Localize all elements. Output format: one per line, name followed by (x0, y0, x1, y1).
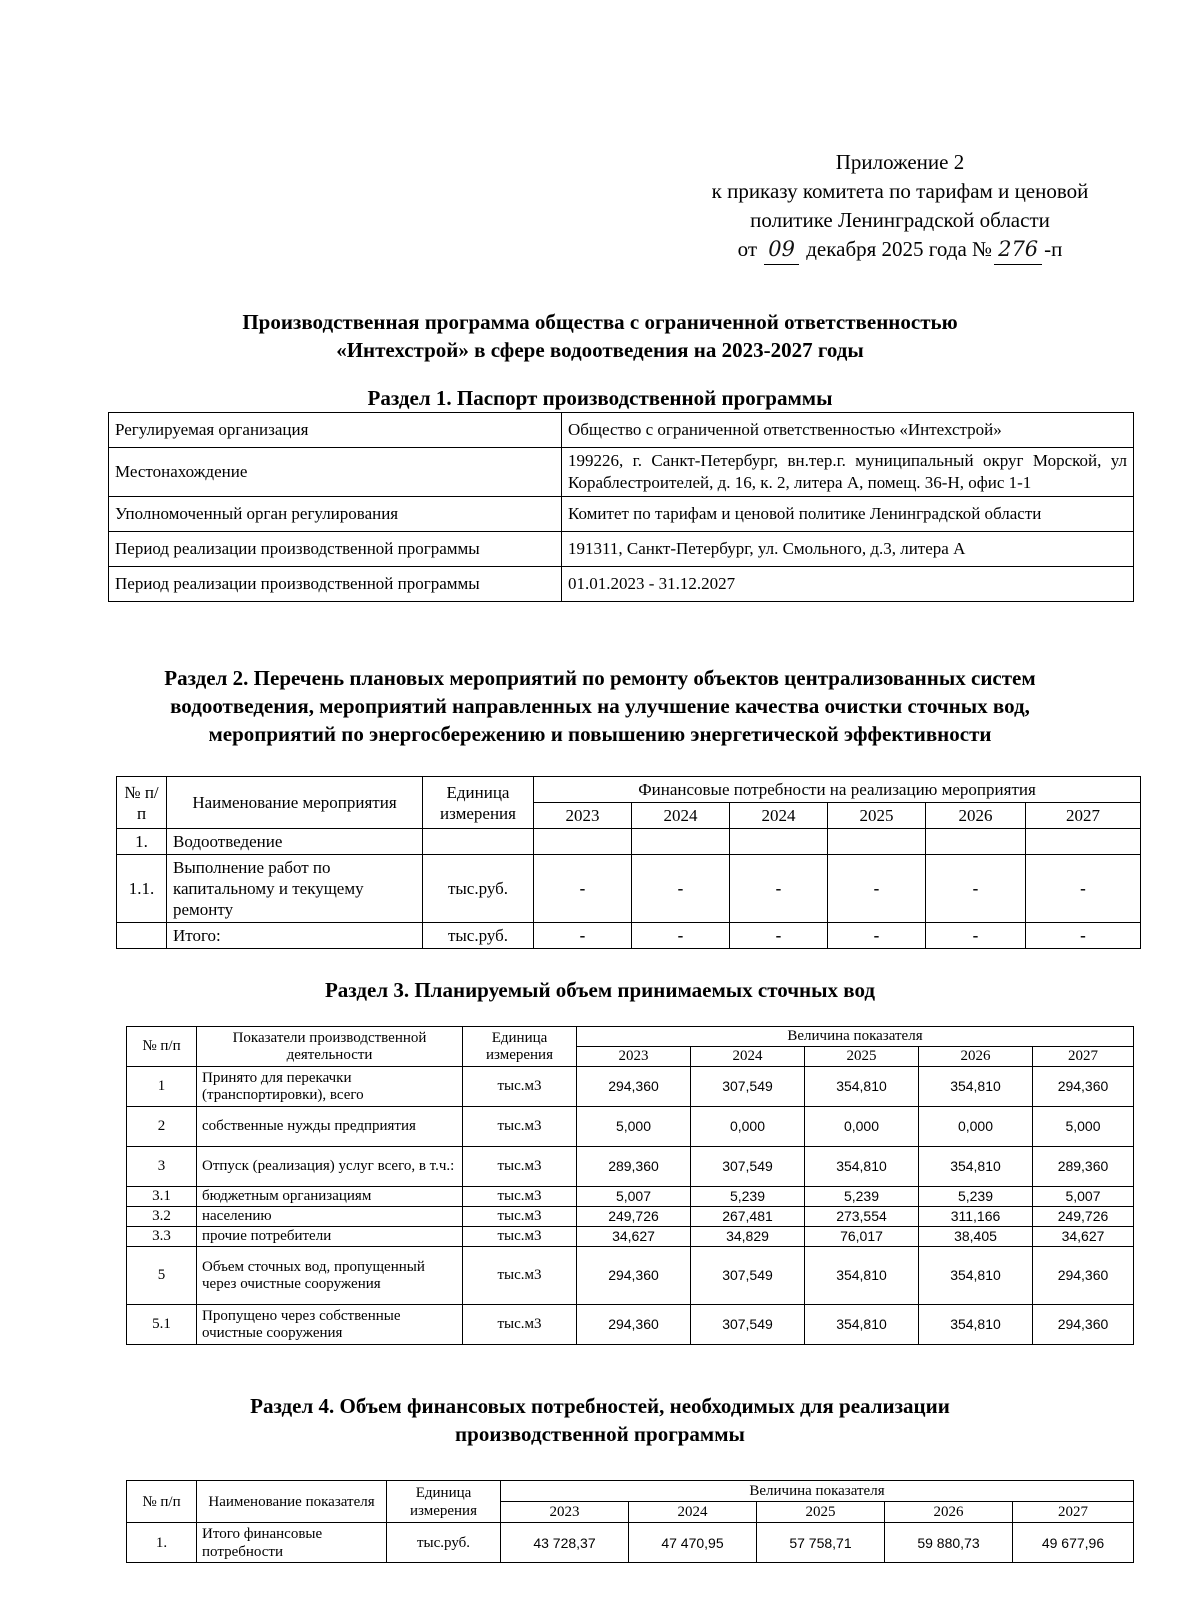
table-row (109, 413, 1134, 448)
row-value: - (926, 855, 1026, 923)
order-suffix: -п (1044, 237, 1063, 261)
row-value: - (828, 923, 926, 949)
table-row (117, 923, 1141, 949)
row-value: 57 758,71 (757, 1523, 885, 1563)
table-row (109, 448, 1134, 497)
row-value: 0,000 (919, 1107, 1033, 1147)
section1-heading: Раздел 1. Паспорт производственной программы (367, 386, 833, 410)
row-value: 273,554 (805, 1207, 919, 1227)
row-value (730, 829, 828, 855)
row-value: - (730, 923, 828, 949)
measures-table (116, 776, 1141, 949)
row-value: - (534, 923, 632, 949)
row-value: 0,000 (691, 1107, 805, 1147)
row-value: - (534, 855, 632, 923)
col-header-num: № п/п (127, 1027, 197, 1067)
row-num (117, 923, 167, 949)
row-value: 47 470,95 (629, 1523, 757, 1563)
row-unit: тыс.руб. (387, 1523, 501, 1563)
row-unit: тыс.руб. (423, 855, 534, 923)
row-value: 294,360 (577, 1067, 691, 1107)
appendix-label: Приложение 2 (835, 150, 965, 174)
row-name: Водоотведение (167, 829, 423, 855)
year-header: 2027 (1026, 803, 1141, 829)
passport-label: Период реализации производственной программы (109, 567, 562, 602)
table-row (127, 1107, 1134, 1147)
year-header: 2023 (534, 803, 632, 829)
row-name: Объем сточных вод, пропущенный через очистные сооружения (197, 1247, 463, 1305)
row-unit (423, 829, 534, 855)
table-row (127, 1187, 1134, 1207)
document-title (100, 308, 1100, 364)
row-name: бюджетным организациям (197, 1187, 463, 1207)
row-value: 354,810 (805, 1247, 919, 1305)
row-num: 5 (127, 1247, 197, 1305)
row-value: 354,810 (919, 1247, 1033, 1305)
row-value: 354,810 (919, 1067, 1033, 1107)
table-row (117, 829, 1141, 855)
year-header: 2023 (501, 1502, 629, 1523)
col-header-financial: Финансовые потребности на реализацию мероприятия (534, 777, 1141, 803)
table-header-row (117, 777, 1141, 803)
col-header-name: Наименование мероприятия (167, 777, 423, 829)
passport-label: Местонахождение (109, 448, 562, 497)
year-header: 2027 (1013, 1502, 1134, 1523)
row-name: Выполнение работ по капитальному и текущему ремонту (167, 855, 423, 923)
year-header: 2023 (577, 1047, 691, 1067)
year-header: 2024 (691, 1047, 805, 1067)
row-value: 307,549 (691, 1305, 805, 1345)
table-row (127, 1147, 1134, 1187)
row-value: 354,810 (805, 1305, 919, 1345)
row-unit: тыс.м3 (463, 1107, 577, 1147)
year-header: 2025 (757, 1502, 885, 1523)
row-value: 5,239 (691, 1187, 805, 1207)
row-value (926, 829, 1026, 855)
row-value (1026, 829, 1141, 855)
row-value: 354,810 (805, 1147, 919, 1187)
row-value: 76,017 (805, 1227, 919, 1247)
row-value: 49 677,96 (1013, 1523, 1134, 1563)
row-value: 294,360 (577, 1247, 691, 1305)
row-value: 5,007 (577, 1187, 691, 1207)
appendix-line-3: политике Ленинградской области (750, 208, 1050, 232)
col-header-num: № п/п (127, 1481, 197, 1523)
row-value: - (1026, 923, 1141, 949)
passport-value: 191311, Санкт-Петербург, ул. Смольного, д.3, литера А (562, 532, 1134, 567)
row-unit: тыс.м3 (463, 1247, 577, 1305)
row-value: 43 728,37 (501, 1523, 629, 1563)
col-header-value: Величина показателя (577, 1027, 1134, 1047)
passport-value: 199226, г. Санкт-Петербург, вн.тер.г. муниципальный округ Морской, ул Кораблестроителей, д. 16, к. 2, литера А, помещ. 36-Н, офис 1-1 (562, 448, 1134, 497)
table-header-row (127, 1027, 1134, 1047)
table-row (117, 855, 1141, 923)
order-date-line (640, 235, 1160, 265)
col-header-name: Наименование показателя (197, 1481, 387, 1523)
row-num: 1.1. (117, 855, 167, 923)
passport-value: 01.01.2023 - 31.12.2027 (562, 567, 1134, 602)
table-row (127, 1523, 1134, 1563)
row-value: 307,549 (691, 1147, 805, 1187)
handwritten-day: 09 (764, 235, 799, 265)
row-name: прочие потребители (197, 1227, 463, 1247)
table-row (127, 1227, 1134, 1247)
section2-heading (100, 664, 1100, 748)
section3-heading: Раздел 3. Планируемый объем принимаемых сточных вод (324, 978, 876, 1002)
row-value: 307,549 (691, 1067, 805, 1107)
row-value (828, 829, 926, 855)
handwritten-order-number: 276 (994, 235, 1042, 265)
table-row (127, 1067, 1134, 1107)
row-name: Итого: (167, 923, 423, 949)
row-value: 294,360 (577, 1305, 691, 1345)
row-value: 354,810 (919, 1305, 1033, 1345)
title-line-1: Производственная программа общества с ограниченной ответственностью (242, 310, 958, 334)
row-num: 3.1 (127, 1187, 197, 1207)
row-value: 294,360 (1033, 1247, 1134, 1305)
row-num: 1. (127, 1523, 197, 1563)
row-value: 5,239 (919, 1187, 1033, 1207)
section4-heading-line-2: производственной программы (455, 1422, 745, 1446)
col-header-num: № п/п (117, 777, 167, 829)
document-header (640, 148, 1160, 265)
passport-value: Общество с ограниченной ответственностью «Интехстрой» (562, 413, 1134, 448)
year-header: 2024 (632, 803, 730, 829)
row-value: 38,405 (919, 1227, 1033, 1247)
row-unit: тыс.м3 (463, 1147, 577, 1187)
row-value: 289,360 (577, 1147, 691, 1187)
col-header-unit: Единица измерения (463, 1027, 577, 1067)
year-header: 2024 (629, 1502, 757, 1523)
year-header: 2026 (919, 1047, 1033, 1067)
row-num: 3.2 (127, 1207, 197, 1227)
row-num: 3.3 (127, 1227, 197, 1247)
year-header: 2025 (805, 1047, 919, 1067)
row-value: - (730, 855, 828, 923)
row-name: населению (197, 1207, 463, 1227)
row-num: 2 (127, 1107, 197, 1147)
row-value: 307,549 (691, 1247, 805, 1305)
date-rest: декабря 2025 года № (806, 237, 993, 261)
passport-table (108, 412, 1134, 602)
col-header-name: Показатели производственной деятельности (197, 1027, 463, 1067)
row-value: - (926, 923, 1026, 949)
row-unit: тыс.руб. (423, 923, 534, 949)
year-header: 2027 (1033, 1047, 1134, 1067)
row-unit: тыс.м3 (463, 1305, 577, 1345)
table-row (109, 532, 1134, 567)
section2-heading-line-2: водоотведения, мероприятий направленных на улучшение качества очистки сточных вод, (170, 694, 1030, 718)
row-value: 34,627 (577, 1227, 691, 1247)
row-value: 289,360 (1033, 1147, 1134, 1187)
col-header-unit: Единица измерения (387, 1481, 501, 1523)
row-unit: тыс.м3 (463, 1187, 577, 1207)
row-value: 294,360 (1033, 1305, 1134, 1345)
col-header-unit: Единица измерения (423, 777, 534, 829)
row-value: 0,000 (805, 1107, 919, 1147)
row-value: 354,810 (805, 1067, 919, 1107)
row-value: - (632, 855, 730, 923)
row-value: 311,166 (919, 1207, 1033, 1227)
row-num: 1 (127, 1067, 197, 1107)
passport-value: Комитет по тарифам и ценовой политике Ленинградской области (562, 497, 1134, 532)
date-prefix: от (737, 237, 757, 261)
table-row (127, 1247, 1134, 1305)
row-value: - (632, 923, 730, 949)
row-value: 354,810 (919, 1147, 1033, 1187)
title-line-2: «Интехстрой» в сфере водоотведения на 2023-2027 годы (336, 338, 864, 362)
row-value: - (1026, 855, 1141, 923)
row-unit: тыс.м3 (463, 1207, 577, 1227)
row-value: 34,627 (1033, 1227, 1134, 1247)
table-header-row (127, 1481, 1134, 1502)
row-value: - (828, 855, 926, 923)
section2-heading-line-1: Раздел 2. Перечень плановых мероприятий по ремонту объектов централизованных систем (164, 666, 1036, 690)
table-row (109, 567, 1134, 602)
row-name: Отпуск (реализация) услуг всего, в т.ч.: (197, 1147, 463, 1187)
row-value: 5,000 (577, 1107, 691, 1147)
row-name: Итого финансовые потребности (197, 1523, 387, 1563)
row-unit: тыс.м3 (463, 1227, 577, 1247)
appendix-line-2: к приказу комитета по тарифам и ценовой (711, 179, 1089, 203)
row-value: 249,726 (577, 1207, 691, 1227)
passport-label: Регулируемая организация (109, 413, 562, 448)
passport-label: Уполномоченный орган регулирования (109, 497, 562, 532)
row-value: 59 880,73 (885, 1523, 1013, 1563)
row-value: 294,360 (1033, 1067, 1134, 1107)
row-name: Принято для перекачки (транспортировки), всего (197, 1067, 463, 1107)
year-header: 2026 (885, 1502, 1013, 1523)
row-num: 5.1 (127, 1305, 197, 1345)
financial-needs-table (126, 1480, 1134, 1563)
row-name: Пропущено через собственные очистные сооружения (197, 1305, 463, 1345)
year-header: 2025 (828, 803, 926, 829)
table-row (109, 497, 1134, 532)
wastewater-volume-table (126, 1026, 1134, 1345)
table-row (127, 1305, 1134, 1345)
row-value (534, 829, 632, 855)
row-value: 5,239 (805, 1187, 919, 1207)
year-header: 2026 (926, 803, 1026, 829)
row-value: 5,007 (1033, 1187, 1134, 1207)
section4-heading-line-1: Раздел 4. Объем финансовых потребностей, необходимых для реализации (250, 1394, 950, 1418)
table-row (127, 1207, 1134, 1227)
row-value: 249,726 (1033, 1207, 1134, 1227)
row-value: 267,481 (691, 1207, 805, 1227)
row-value (632, 829, 730, 855)
row-name: собственные нужды предприятия (197, 1107, 463, 1147)
section4-heading (100, 1392, 1100, 1448)
year-header: 2024 (730, 803, 828, 829)
row-num: 1. (117, 829, 167, 855)
row-num: 3 (127, 1147, 197, 1187)
row-value: 34,829 (691, 1227, 805, 1247)
section2-heading-line-3: мероприятий по энергосбережению и повышению энергетической эффективности (208, 722, 992, 746)
row-value: 5,000 (1033, 1107, 1134, 1147)
col-header-value: Величина показателя (501, 1481, 1134, 1502)
passport-label: Период реализации производственной программы (109, 532, 562, 567)
row-unit: тыс.м3 (463, 1067, 577, 1107)
